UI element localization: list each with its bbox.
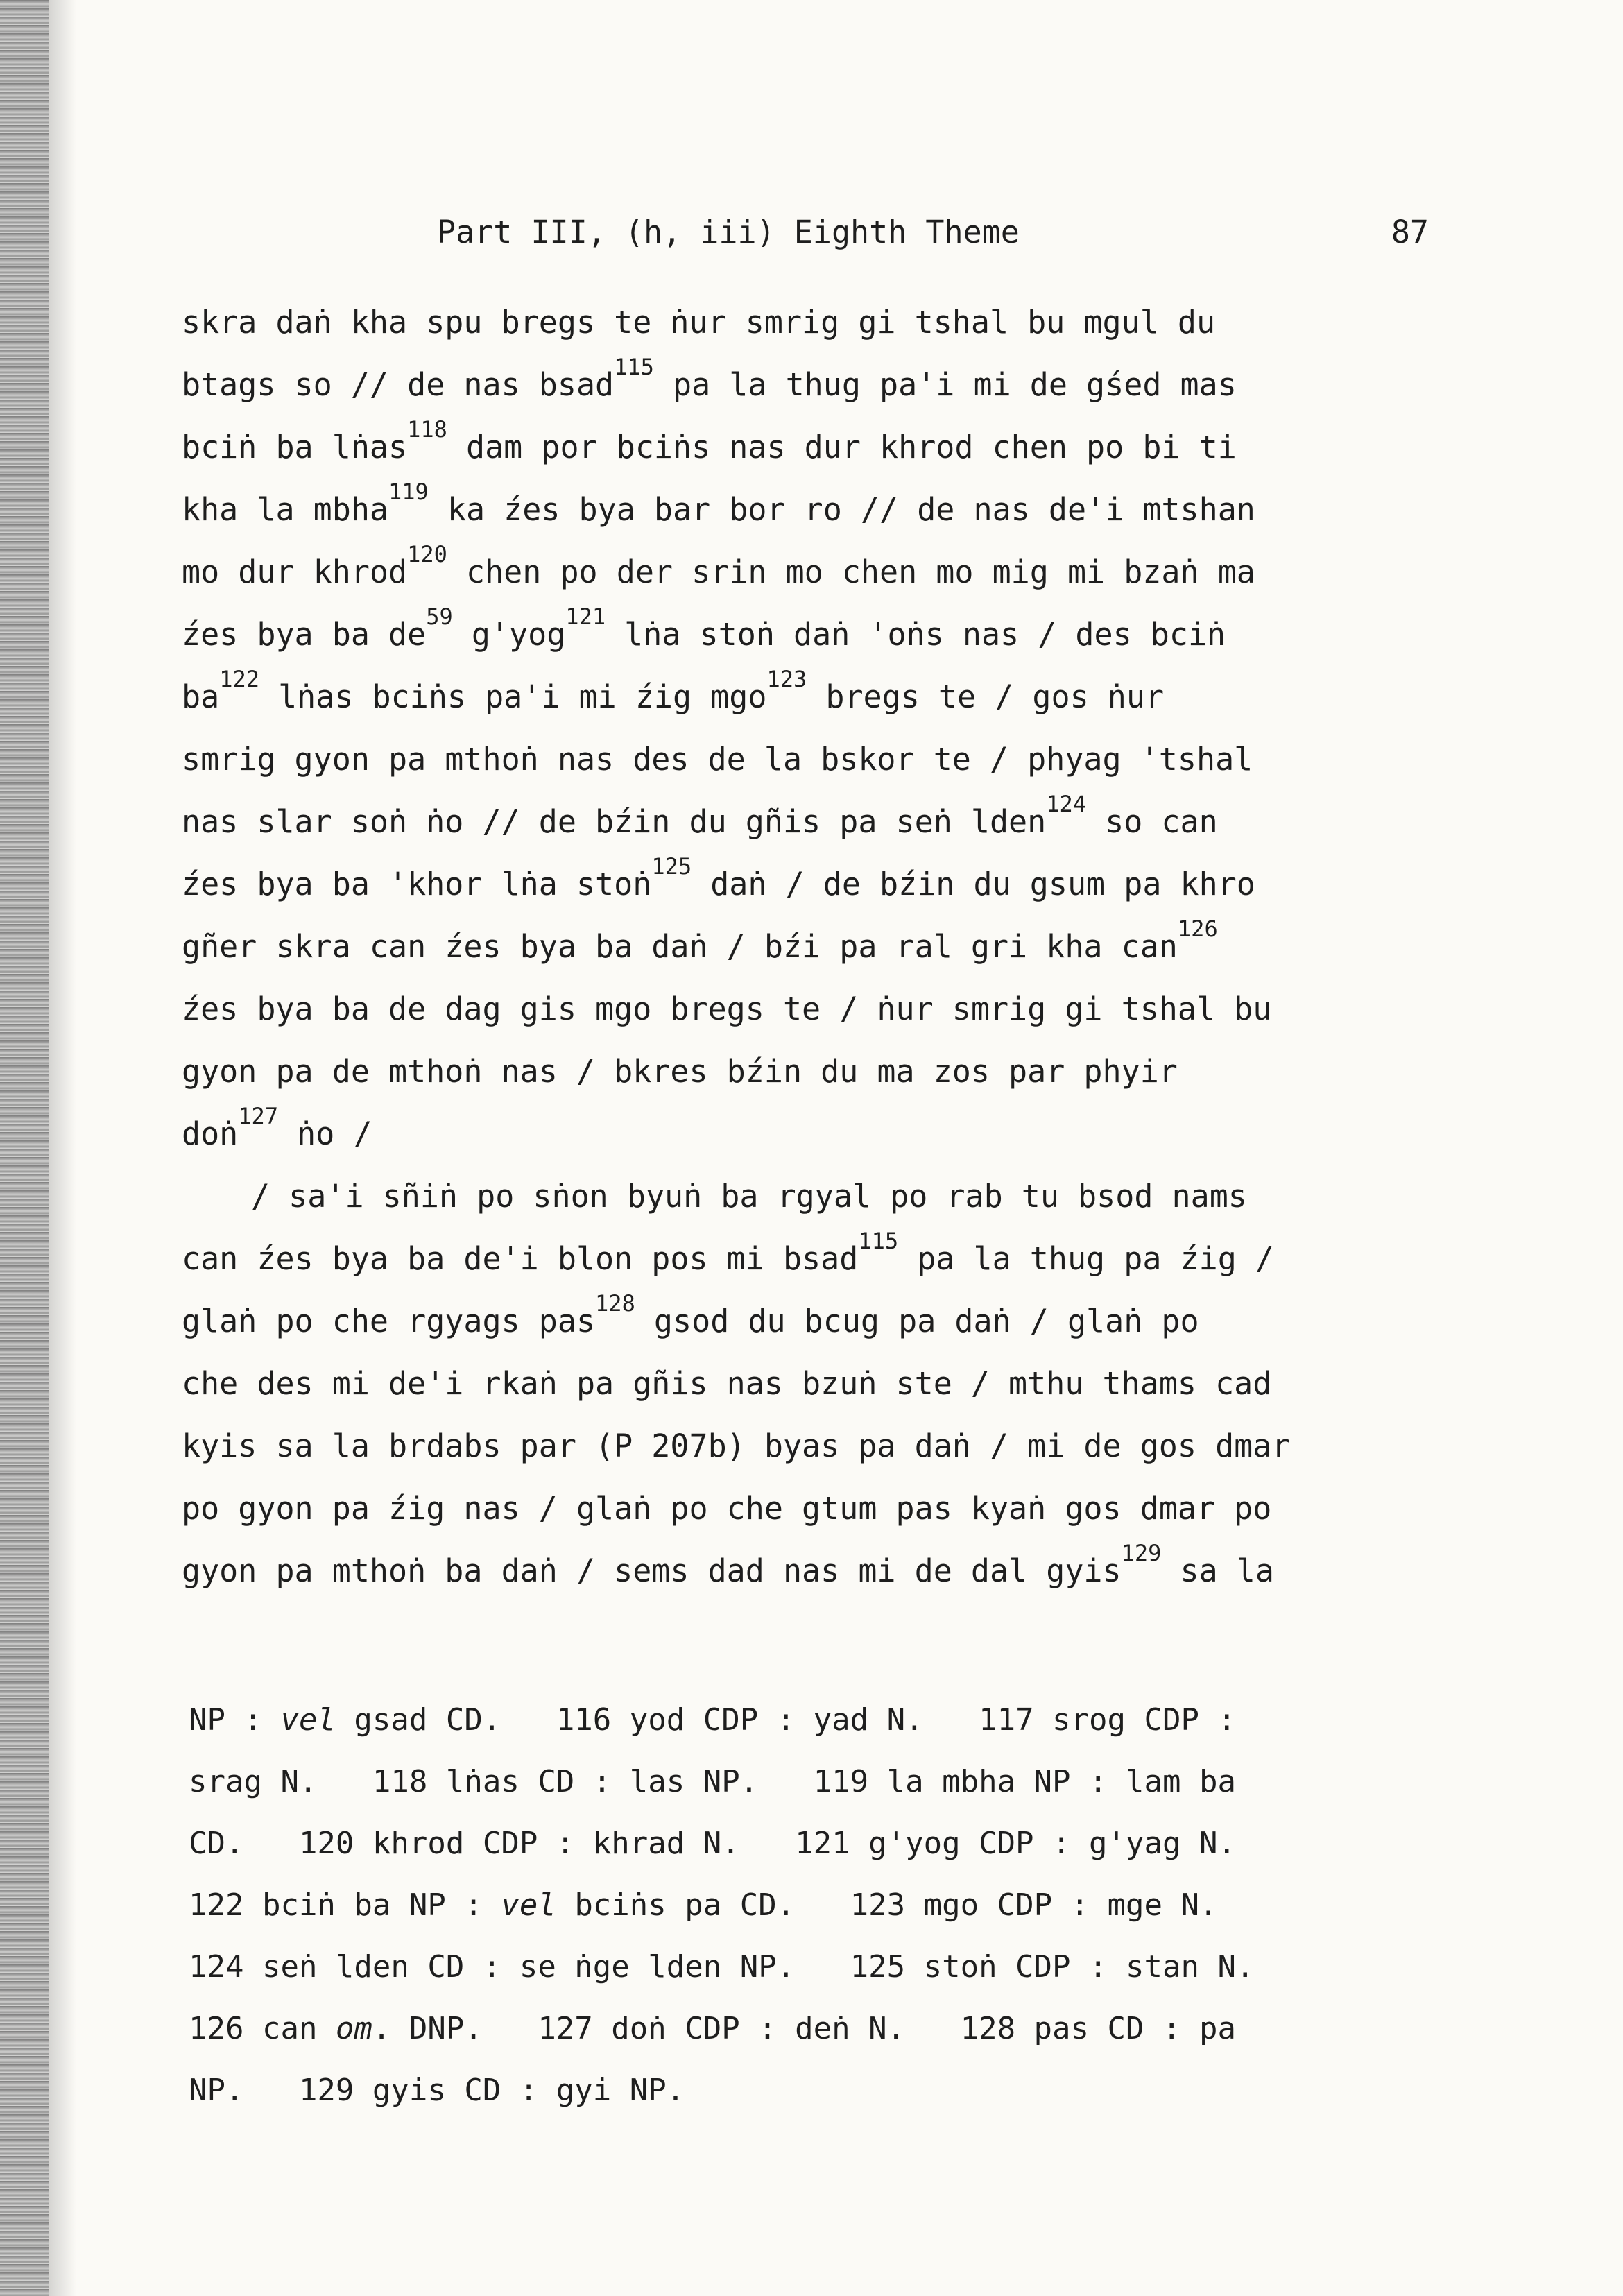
text-line	[182, 479, 1472, 541]
text-segment: CD. 120 khrod CDP : khrad N. 121 g'yog CDP : g'yag N.	[189, 1826, 1236, 1861]
text-segment: po gyon pa źig nas / glaṅ po che gtum pas kyaṅ gos dmar po	[182, 1490, 1272, 1527]
note-marker: 126	[1177, 916, 1218, 942]
text-line	[182, 291, 1472, 354]
text-segment: bregs te / gos ṅur	[807, 678, 1165, 715]
text-segment: chen po der srin mo chen mo mig mi bzaṅ ma	[447, 554, 1255, 590]
text-segment: ba	[182, 678, 220, 715]
text-line	[182, 603, 1472, 666]
scan-edge-shadow	[0, 0, 49, 2296]
note-marker: 115	[858, 1228, 899, 1254]
text-segment: nas slar soṅ ṅo // de bźin du gñis pa seṅ lden	[182, 803, 1047, 840]
text-segment: daṅ / de bźin du gsum pa khro	[692, 866, 1255, 902]
page-number: 87	[1391, 214, 1429, 250]
text-segment: / sa'i sñiṅ po sṅon byuṅ ba rgyal po rab tu bsod nams	[251, 1178, 1247, 1215]
text-segment: bciṅs pa CD. 123 mgo CDP : mge N.	[556, 1887, 1218, 1923]
footnote-line	[189, 2059, 1479, 2121]
text-line	[182, 1290, 1472, 1353]
footnote-line	[189, 1874, 1479, 1936]
text-line	[182, 1477, 1472, 1540]
note-marker: 121	[565, 603, 606, 630]
note-marker: 124	[1046, 791, 1087, 817]
note-marker: 125	[651, 853, 692, 880]
text-segment: gsad CD. 116 yod CDP : yad N. 117 srog CDP :	[335, 1702, 1236, 1738]
page-header	[437, 208, 1429, 257]
text-segment: źes bya ba de dag gis mgo bregs te / ṅur smrig gi tshal bu	[182, 991, 1272, 1027]
text-segment: NP. 129 gyis CD : gyi NP.	[189, 2073, 685, 2108]
text-segment: źes bya ba 'khor lṅa stoṅ	[182, 866, 652, 902]
text-segment: mo dur khrod	[182, 554, 408, 590]
text-line	[182, 354, 1472, 416]
footnote-line	[189, 1998, 1479, 2059]
text-segment: kyis sa la brdabs par (P 207b) byas pa daṅ / mi de gos dmar	[182, 1428, 1291, 1464]
note-marker: 118	[407, 416, 447, 443]
running-title: Part III, (h, iii) Eighth Theme	[437, 214, 1020, 250]
text-segment: can źes bya ba de'i blon pos mi bsad	[182, 1240, 859, 1277]
text-segment: źes bya ba de	[182, 616, 427, 653]
text-segment: glaṅ po che rgyags pas	[182, 1303, 596, 1339]
text-line	[182, 978, 1472, 1040]
text-segment: ka źes bya bar bor ro // de nas de'i mtshan	[428, 491, 1255, 528]
text-segment: che des mi de'i rkaṅ pa gñis nas bzuṅ ste / mthu thams cad	[182, 1365, 1272, 1402]
footnotes	[189, 1689, 1479, 2121]
text-segment: ṅo /	[278, 1115, 372, 1152]
text-segment: 122 bciṅ ba NP :	[189, 1887, 501, 1923]
text-line	[182, 728, 1472, 791]
text-line	[182, 1540, 1472, 1602]
note-marker: 129	[1121, 1540, 1162, 1566]
text-line	[182, 541, 1472, 603]
footnote-line	[189, 1936, 1479, 1998]
text-segment: gyon pa mthoṅ ba daṅ / sems dad nas mi de dal gyis	[182, 1552, 1122, 1589]
note-marker: 119	[388, 479, 429, 505]
text-segment: srag N. 118 lṅas CD : las NP. 119 la mbha NP : lam ba	[189, 1764, 1236, 1799]
note-marker: 59	[426, 603, 453, 630]
text-segment: doṅ	[182, 1115, 239, 1152]
note-marker: 128	[595, 1290, 635, 1317]
text-segment: smrig gyon pa mthoṅ nas des de la bskor te / phyag 'tshal	[182, 741, 1253, 778]
text-segment: gñer skra can źes bya ba daṅ / bźi pa ral gri kha can	[182, 928, 1178, 965]
text-line	[182, 1228, 1472, 1290]
note-marker: 120	[407, 541, 447, 567]
scan-edge-fade	[49, 0, 76, 2296]
text-segment: sa la	[1161, 1552, 1274, 1589]
text-segment: so can	[1086, 803, 1218, 840]
text-segment: lṅas bciṅs pa'i mi źig mgo	[259, 678, 767, 715]
text-segment: kha la mbha	[182, 491, 389, 528]
text-line	[182, 1040, 1472, 1103]
main-text	[182, 291, 1472, 1602]
text-line	[182, 1165, 1472, 1228]
text-line	[182, 853, 1472, 916]
note-marker: 123	[766, 666, 807, 692]
text-segment: btags so // de nas bsad	[182, 366, 615, 403]
text-segment: 126 can	[189, 2011, 336, 2046]
note-marker: 122	[219, 666, 259, 692]
text-segment: 124 seṅ lden CD : se ṅge lden NP. 125 stoṅ CDP : stan N.	[189, 1949, 1255, 1985]
footnote-line	[189, 1751, 1479, 1813]
italic-text: vel	[501, 1887, 556, 1923]
text-segment: gsod du bcug pa daṅ / glaṅ po	[635, 1303, 1199, 1339]
italic-text: vel	[280, 1702, 336, 1738]
italic-text: om	[335, 2011, 372, 2046]
text-line	[182, 791, 1472, 853]
text-segment: g'yog	[452, 616, 566, 653]
text-segment: gyon pa de mthoṅ nas / bkres bźin du ma zos par phyir	[182, 1053, 1178, 1090]
text-segment: lṅa stoṅ daṅ 'oṅs nas / des bciṅ	[606, 616, 1226, 653]
note-marker: 127	[238, 1103, 279, 1129]
text-segment: pa la thug pa'i mi de gśed mas	[653, 366, 1237, 403]
text-line	[182, 416, 1472, 479]
text-line	[182, 1415, 1472, 1477]
text-line	[182, 666, 1472, 728]
footnote-line	[189, 1689, 1479, 1751]
text-segment: . DNP. 127 doṅ CDP : deṅ N. 128 pas CD : pa	[372, 2011, 1236, 2046]
note-marker: 115	[614, 354, 654, 380]
text-segment: skra daṅ kha spu bregs te ṅur smrig gi tshal bu mgul du	[182, 304, 1216, 341]
text-segment: bciṅ ba lṅas	[182, 429, 408, 465]
text-segment: dam por bciṅs nas dur khrod chen po bi ti	[447, 429, 1237, 465]
text-segment: pa la thug pa źig /	[898, 1240, 1274, 1277]
footnote-line	[189, 1813, 1479, 1874]
text-segment: NP :	[189, 1702, 281, 1738]
text-line	[182, 916, 1472, 978]
text-line	[182, 1103, 1472, 1165]
text-line	[182, 1353, 1472, 1415]
